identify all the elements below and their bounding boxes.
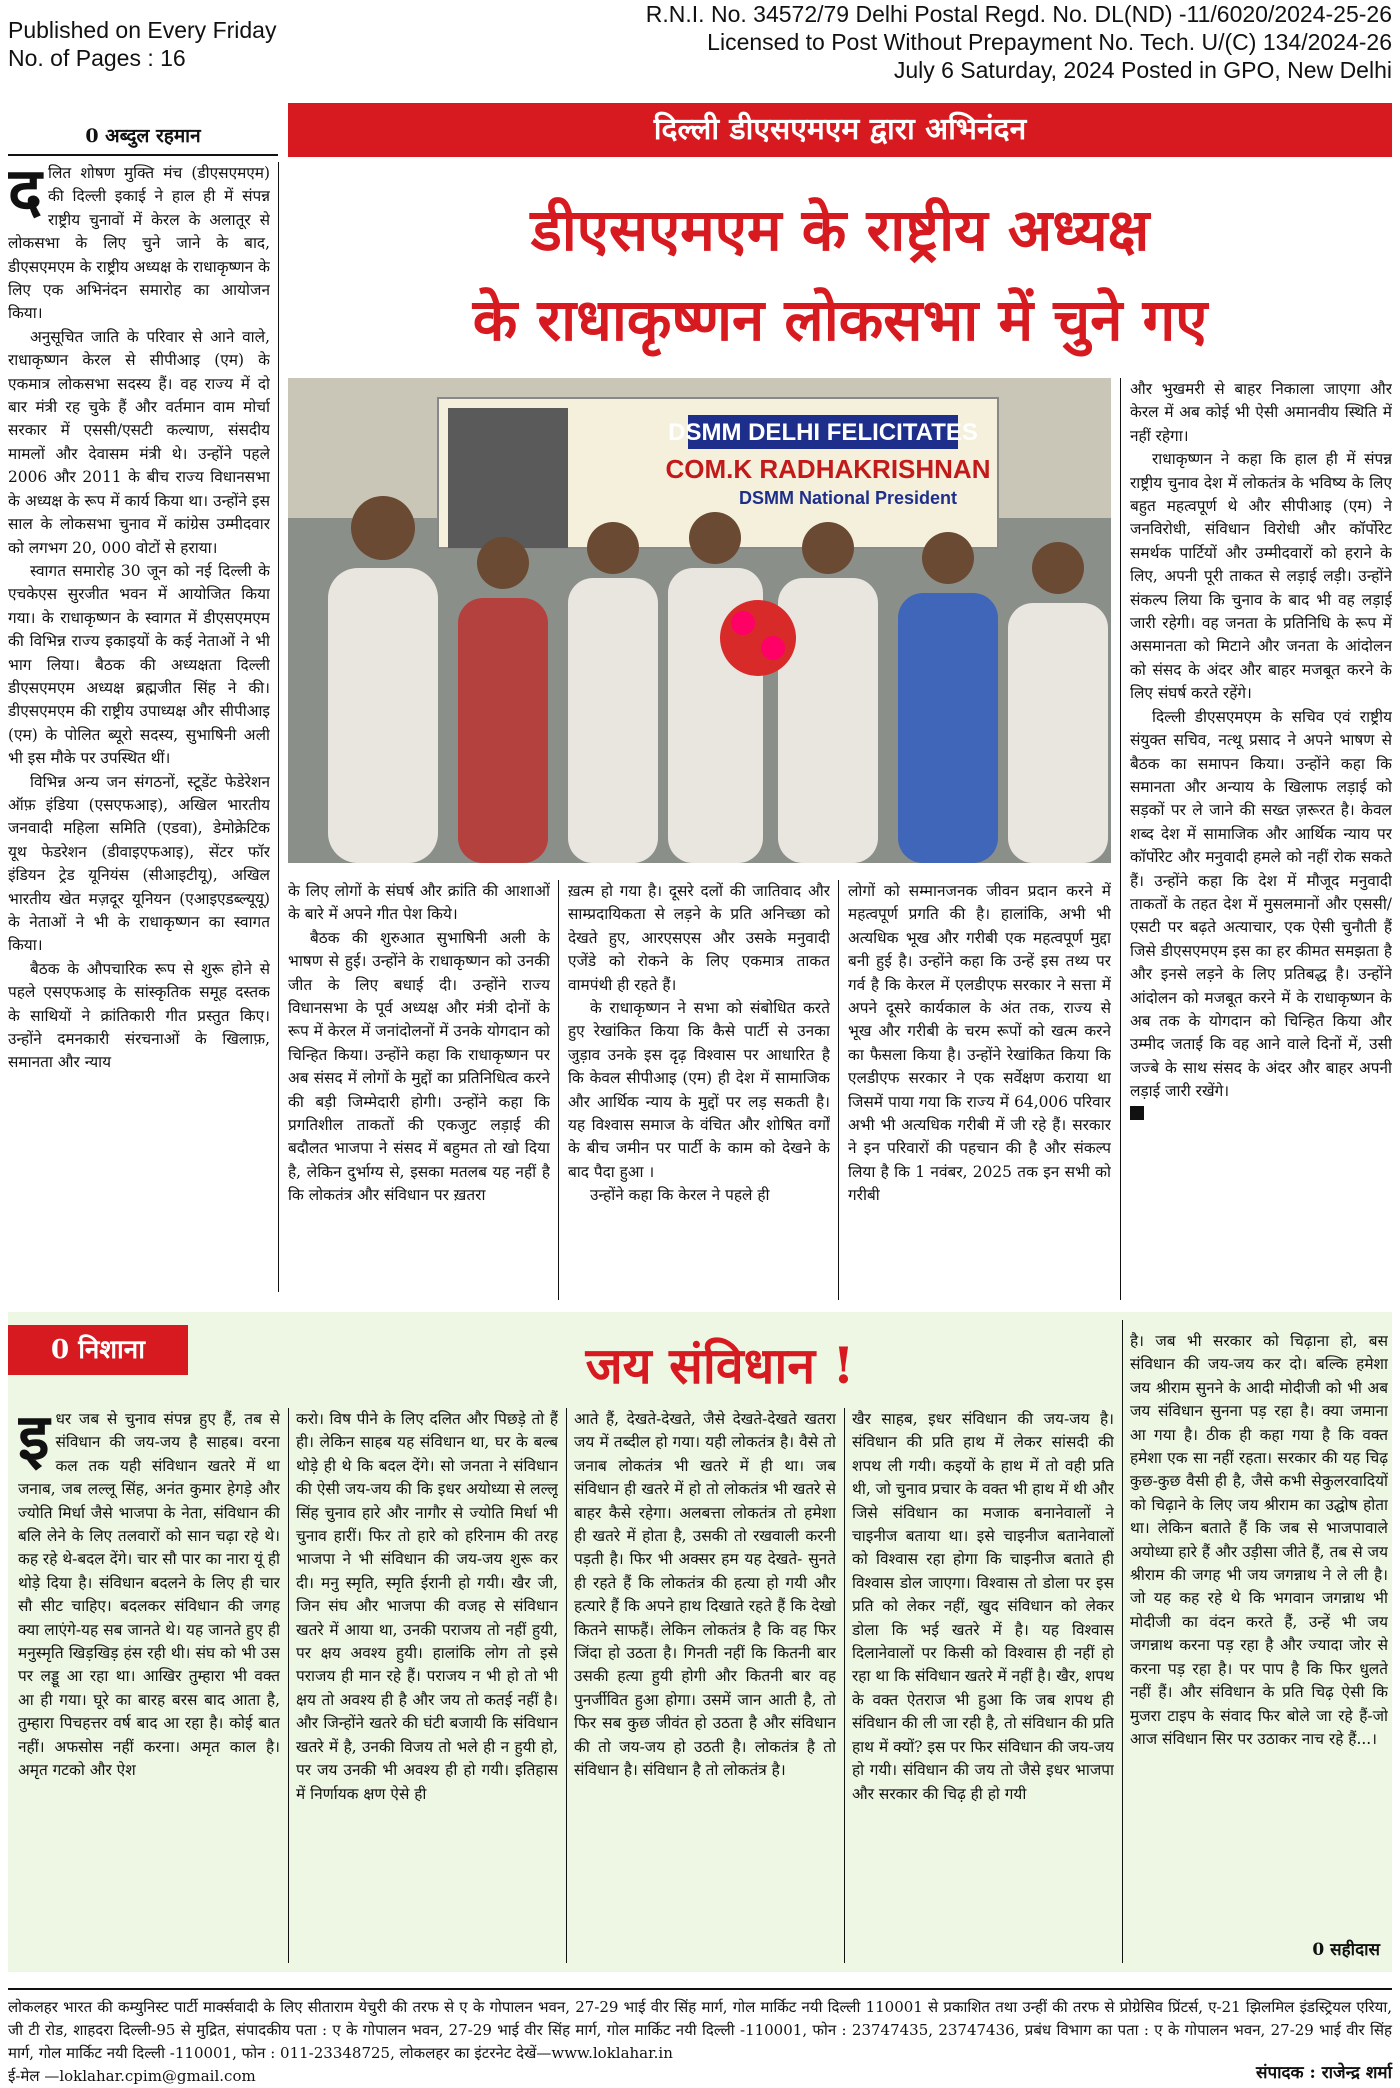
felicitation-photo bbox=[288, 378, 1111, 863]
story-end-mark bbox=[1130, 1106, 1144, 1120]
column-rule bbox=[288, 1408, 289, 1963]
felicitation-photo-art bbox=[288, 378, 1111, 863]
rni-line: R.N.I. No. 34572/79 Delhi Postal Regd. No. DL(ND) -11/6020/2024-25-26 bbox=[645, 1, 1392, 27]
editorial-dropcap: इ bbox=[18, 1408, 50, 1475]
editor-credit: संपादक : राजेन्द्र शर्मा bbox=[1255, 2063, 1392, 2083]
story-col1-para: स्वागत समारोह 30 जून को नई दिल्ली के एचकेएस सुरजीत भवन में आयोजित किया गया। के राधाकृष्णन के स्वागत में डीएसएमएम की विभिन्न राज्य इकाइयों के कई नेताओं ने भी भाग लिया। बैठक की अध्यक्षता दिल्ली डीएसएमएम अध्यक्ष ब्रह्मजीत सिंह ने की। डीएसएमएम की राष्ट्रीय उपाध्यक्ष और सीपीआइ (एम) के पोलित ब्यूरो सदस्य, सुभाषिनी अली भी इस मौके पर उपस्थित थीं। bbox=[8, 561, 270, 768]
headline bbox=[288, 185, 1392, 365]
column-rule bbox=[1120, 378, 1121, 1300]
column-rule bbox=[844, 1408, 845, 1963]
editorial-col5-text: है। जब भी सरकार को चिढ़ाना हो, बस संविधान की जय-जय कर दो। बल्कि हमेशा जय श्रीराम सुनने के आदी मोदीजी को भी अब जय संविधान सुनना पड़ रहा है। क्या जमाना आ गया है। ठीक ही कहा गया है कि वक्त हमेशा एक सा नहीं रहता। सरकार की यह चिढ़ कुछ-कुछ वैसी ही है, जैसे कभी सेकुलरवादियों को चिढ़ाने के लिए जय श्रीराम का उद्घोष होता था। लेकिन बताते हैं कि जब से भाजपावाले अयोध्या हारे हैं और उड़ीसा जीते हैं, तब से जय श्रीराम की जगह भी जय जगन्नाथ ने ले ली है। जो यह कह रहे थे कि भगवान जगन्नाथ भी मोदीजी का वंदन करते हैं, उन्हें भी जय जगन्नाथ करना पड़ रहा है और ज्यादा जोर से करना पड़ रहा है। पर पाप है कि फिर धुलते नहीं हैं। और संविधान के प्रति चिढ़ ऐसी कि मुजरा टाइप के संवाद फिर बोले जा रहे हैं-जो आज संविधान सिर पर उठाकर नाच रहे हैं...। bbox=[1130, 1332, 1388, 1748]
story-col1-para: बैठक के औपचारिक रूप से शुरू होने से पहले एसएफआइ के सांस्कृतिक समूह दस्तक के साथियों ने क्रांतिकारी गीत प्रस्तुत किए। उन्होंने दमनकारी संरचनाओं के खिलाफ़, समानता और न्याय bbox=[8, 959, 270, 1072]
story-column-5 bbox=[1130, 378, 1392, 1298]
editorial-col4-text: खैर साहब, इधर संविधान की जय-जय है। संविधान की प्रति हाथ में लेकर सांसदी की शपथ ली गयी। कइयों के हाथ में तो वही प्रति थी, जो चुनाव प्रचार के वक्त भी हाथ में थी और जिसे संविधान का मजाक बनानेवालों ने चाइनीज बताया था। इसे चाइनीज बतानेवालों को विश्वास रहा होगा कि चाइनीज बताते ही विश्वास डोल जाएगा। विश्वास तो डोला पर इस प्रति को लेकर नहीं, खुद संविधान को लेकर डोला कि भई खतरे में है। यह विश्वास दिलानेवालों पर किसी को विश्वास ही नहीं हो रहा था कि संविधान खतरे में नहीं है। खैर, शपथ के वक्त ऐतराज भी हुआ कि जब शपथ ही संविधान की ली जा रही है, तो संविधान की प्रति हाथ में क्यों? इस पर फिर संविधान की जय-जय हो गयी। संविधान की जय तो जैसे इधर भाजपा और सरकार की चिढ़ ही हो गयी bbox=[852, 1410, 1114, 1803]
story-col3-para: ख़त्म हो गया है। दूसरे दलों की जातिवाद और साम्प्रदायिकता से लड़ने के प्रति अनिच्छा को देखते हुए, आरएसएस और उसके मनुवादी एजेंडे को रोकने के लिए एकमात्र ताकत वामपंथी ही रहते हैं। bbox=[568, 882, 830, 994]
story-col1-para: विभिन्न अन्य जन संगठनों, स्टूडेंट फेडेरेशन ऑफ़ इंडिया (एसएफआइ), अखिल भारतीय जनवादी महिला समिति (एडवा), डेमोक्रेटिक यूथ फेडरेशन (डीवाइएफआइ), सेंटर फॉर इंडियन ट्रेड यूनियंस (सीआइटीयू), अखिल भारतीय खेत मज़दूर यूनियन (एआइएडब्ल्यूयू) के नेताओं ने भी के राधाकृष्णन का स्वागत किया। bbox=[8, 772, 270, 955]
masthead-left bbox=[8, 16, 276, 72]
column-rule bbox=[278, 162, 279, 1292]
story-col5-para: दिल्ली डीएसएमएम के सचिव एवं राष्ट्रीय संयुक्त सचिव, नत्थू प्रसाद ने अपने भाषण से बैठक का समापन किया। उन्होंने कहा कि समानता और अन्याय के खिलाफ लड़ाई को सड़कों पर ले जाने की सख्त ज़रूरत है। केवल शब्द देश में सामाजिक और आर्थिक न्याय पर कॉर्पोरेट और मनुवादी हमले को नहीं रोक सकते हैं। उन्होंने कहा कि देश में मौजूद मनुवादी ताकतों के तहत देश में मुसलमानों और एससी/एसटी पर बढ़ते अत्याचार, एक ऐसी चुनौती हैं जिसे डीएसएमएम इस का हर कीमत समझता है और इनसे लड़ने के लिए प्रतिबद्ध है। उन्होंने आंदोलन को मजबूत करने में के राधाकृष्णन के अब तक के योगदान को चिन्हित किया और उम्मीद जताई कि वह आने वाले दिनों में, उसी जज्बे के साथ संसद के अंदर और बाहर अपनी लड़ाई जारी रखेंगे। bbox=[1130, 707, 1392, 1101]
story-column-4 bbox=[848, 880, 1111, 1300]
story-col2-para: के लिए लोगों के संघर्ष और क्रांति की आशाओं के बारे में अपने गीत पेश किये। bbox=[288, 882, 550, 924]
story-col5-para: राधाकृष्णन ने कहा कि हाल ही में संपन्न राष्ट्रीय चुनाव देश में लोकतंत्र के भविष्य के लिए बहुत महत्वपूर्ण थे और सीपीआइ (एम) ने जनविरोधी, संविधान विरोधी और कॉर्पोरेट समर्थक पार्टियों और उम्मीदवारों को हराने के लिए, अपनी पूरी ताकत से लड़ाई लड़ी। उन्होंने संकल्प लिया कि चुनाव के बाद भी वह लड़ाई जारी रहेगी। वह जनता के प्रतिनिधि के रूप में असमानता को मिटाने और जनता के आंदोलन को संसद के अंदर और बाहर मजबूत करने के लिए संघर्ष करते रहेंगे। bbox=[1130, 450, 1392, 703]
byline: 0 अब्दुल रहमान bbox=[8, 122, 278, 156]
story-column-1 bbox=[8, 162, 270, 1292]
imprint-footer bbox=[8, 1988, 1392, 2088]
story-col2-para: बैठक की शुरुआत सुभाषिनी अली के भाषण से हुई। उन्होंने के राधाकृष्णन को उनकी जीत के लिए बधाई दी। उन्होंने राज्य विधानसभा के पूर्व अध्यक्ष और मंत्री दोनों के रूप में केरल में जनांदोलनों में उनके योगदान को चिन्हित किया। उन्होंने कहा कि राधाकृष्णन पर अब संसद में लोगों के मुद्दों का प्रतिनिधित्व करने की बड़ी जिम्मेदारी होगी। उन्होंने कहा कि प्रगतिशील ताकतों की एकजुट लड़ाई की बदौलत भाजपा ने संसद में बहुमत तो खो दिया है, लेकिन दुर्भाग्य से, इसका मतलब यह नहीं है कि लोकतंत्र और संविधान पर ख़तरा bbox=[288, 928, 550, 1205]
published-info: Published on Every Friday bbox=[8, 17, 277, 43]
editorial-column-2 bbox=[296, 1408, 558, 1963]
editorial-headline: जय संविधान ! bbox=[585, 1336, 855, 1395]
headline-line-1: डीएसएमएम के राष्ट्रीय अध्यक्ष bbox=[530, 196, 1150, 264]
license-line: Licensed to Post Without Prepayment No. Tech. U/(C) 134/2024-26 bbox=[707, 29, 1392, 55]
story-column-2 bbox=[288, 880, 550, 1300]
story-col3-para: के राधाकृष्णन ने सभा को संबोधित करते हुए रेखांकित किया कि कैसे पार्टी से उनका जुड़ाव उनके इस दृढ़ विश्वास पर आधारित है कि केवल सीपीआइ (एम) ही देश में सामाजिक और आर्थिक न्याय के मुद्दों पर लड़ सकती है। यह विश्वास समाज के वंचित और शोषित वर्गों के बीच जमीन पर पार्टी के काम को देखने के बाद पैदा हुआ । bbox=[568, 999, 830, 1181]
editorial-col2-text: करो। विष पीने के लिए दलित और पिछड़े तो हैं ही। लेकिन साहब यह संविधान था, घर के बल्ब थोड़े ही थे कि बदल देंगे। सो जनता ने संविधान की ऐसी जय-जय की कि इधर अयोध्या से लल्लू सिंह चुनाव हारे और नागौर से ज्योति मिर्धा भी चुनाव हारीं। फिर तो हारे को हरिनाम की तरह भाजपा ने भी संविधान की जय-जय शुरू कर दी। मनु स्मृति, स्मृति ईरानी हो गयी। खैर जी, जिन संघ और भाजपा की वजह से संविधान खतरे में आया था, उनकी पराजय तो नहीं हुयी, पर क्षय अवश्य हुयी। हालांकि लोग तो इसे पराजय ही मान रहे हैं। पराजय न भी हो तो भी क्षय तो अवश्य ही है और जय तो कतई नहीं है। और जिन्होंने खतरे की घंटी बजायी कि संविधान खतरे में है, उनकी विजय तो भले ही न हुयी हो, पर जय उनकी भी अवश्य ही हो गयी। इतिहास में निर्णायक क्षण ऐसे ही bbox=[296, 1410, 558, 1803]
photo-banner-line-3: DSMM National President bbox=[738, 488, 958, 508]
story-col5-para: और भुखमरी से बाहर निकाला जाएगा और केरल में अब कोई भी ऐसी अमानवीय स्थिति में नहीं रहेगा। bbox=[1130, 380, 1392, 445]
story-col1-para: लित शोषण मुक्ति मंच (डीएसएमएम) की दिल्ली इकाई ने हाल ही में संपन्न राष्ट्रीय चुनावों में केरल के अलातूर से लोकसभा के लिए चुने जाने के बाद, डीएसएमएम के राष्ट्रीय अध्यक्ष के राधाकृष्णन के लिए एक अभिनंदन समारोह का आयोजन किया। bbox=[8, 164, 270, 323]
editorial-column-4 bbox=[852, 1408, 1114, 1963]
imprint-email: ई-मेल —loklahar.cpim@gmail.com bbox=[8, 2067, 256, 2085]
editorial-column-3 bbox=[574, 1408, 836, 1963]
story-col4-para: लोगों को सम्मानजनक जीवन प्रदान करने में महत्वपूर्ण प्रगति की है। हालांकि, अभी भी अत्यधिक भूख और गरीबी एक महत्वपूर्ण मुद्दा बनी हुई है। उन्होंने कहा कि उन्हें इस तथ्य पर गर्व है कि केरल में एलडीएफ सरकार ने सत्ता में अपने दूसरे कार्यकाल के अंत तक, राज्य से भूख और गरीबी के चरम रूपों को खत्म करने का फैसला किया है। उन्होंने रेखांकित किया कि एलडीएफ सरकार ने एक सर्वेक्षण कराया था जिसमें पाया गया कि राज्य में 64,006 परिवार अभी भी अत्यधिक गरीबी में जी रहे हैं। सरकार ने इन परिवारों की पहचान की है और संकल्प लिया है कि 1 नवंबर, 2025 तक इन सभी को गरीबी bbox=[848, 882, 1111, 1205]
photo-banner-line-1: DSMM DELHI FELICITATES bbox=[668, 419, 978, 446]
editorial-signoff: 0 सहीदास bbox=[1312, 1940, 1380, 1960]
story-col1-para: अनुसूचित जाति के परिवार से आने वाले, राधाकृष्णन केरल से सीपीआइ (एम) के एकमात्र लोकसभा सदस्य हैं। वह राज्य में दो बार मंत्री रह चुके हैं और वर्तमान वाम मोर्चा सरकार में एससी/एसटी कल्याण, संसदीय मामलों और देवासम मंत्री थे। उन्होंने पहले 2006 और 2011 के बीच राज्य विधानसभा के अध्यक्ष के रूप में कार्य किया था। उन्होंने इस साल के लोकसभा चुनाव में कांग्रेस उम्मीदवार को लगभग 20, 000 वोटों से हराया। bbox=[8, 327, 270, 557]
imprint-text: लोकलहर भारत की कम्युनिस्ट पार्टी मार्क्सवादी के लिए सीताराम येचुरी की तरफ से ए के गोपालन भवन, 27-29 भाई वीर सिंह मार्ग, गोल मार्किट नयी दिल्ली 110001 से प्रकाशित तथा उन्हीं की तरफ से प्रोग्रेसिव प्रिंटर्स, ए-21 झिलमिल इंडस्ट्रियल एरिया, जी टी रोड, शाहदरा दिल्ली-95 से मुद्रित, संपादकीय पता : ए के गोपालन भवन, 27-29 भाई वीर सिंह मार्ग, गोल मार्किट नयी दिल्ली -110001, फोन : 23747435, 23747436, प्रबंध विभाग का पता : ए के गोपालन भवन, 27-29 भाई वीर सिंह मार्ग, गोल मार्किट नयी दिल्ली -110001, फोन : 011-23348725, लोकलहर का इंटरनेट देखें—www.loklahar.in bbox=[8, 1998, 1392, 2062]
column-rule bbox=[1122, 1320, 1123, 1963]
headline-line-2: के राधाकृष्णन लोकसभा में चुने गए bbox=[472, 286, 1208, 354]
pages-info: No. of Pages : 16 bbox=[8, 45, 186, 71]
photo-banner-line-2: COM.K RADHAKRISHNAN bbox=[665, 454, 991, 484]
editorial-column-1 bbox=[18, 1408, 280, 1963]
story-column-3 bbox=[568, 880, 830, 1300]
masthead-right bbox=[646, 0, 1392, 84]
editorial-section-label: 0 निशाना bbox=[8, 1325, 188, 1375]
story-dropcap: द bbox=[8, 162, 42, 229]
editorial-col1-text: धर जब से चुनाव संपन्न हुए हैं, तब से संविधान की जय-जय है साहब। वरना कल तक यही संविधान खतरे में था जनाब, जब लल्लू सिंह, अनंत कुमार हेगड़े और ज्योति मिर्धा जैसे भाजपा के नेता, संविधान की बलि लेने के लिए तलवारों को सान चढ़ा रहे थे। कह रहे थे-बदल देंगे। चार सौ पार का नारा यूं ही थोड़े दिया है। संविधान बदलने के लिए ही चार सौ सीट चाहिए। बदलकर संविधान की जगह क्या लाएंगे-यह सब जानते थे। यह जानते हुए ही मनुस्मृति खिड़खिड़ हंस रही थी। संघ को भी उस पर लड्डू आ रहा था। आखिर तुम्हारा भी वक्त आ ही गया। घूरे का बारह बरस बाद आता है, तुम्हारा पिचहत्तर वर्ष बाद आ रहा है। कोई बात नहीं। अफसोस नहीं करना। अमृत काल है। अमृत गटको और ऐश bbox=[18, 1410, 280, 1780]
editorial-col3-text: आते हैं, देखते-देखते, जैसे देखते-देखते खतरा जय में तब्दील हो गया। यही लोकतंत्र है। वैसे तो जनाब लोकतंत्र भी खतरे में ही था। जब संविधान ही खतरे में हो तो लोकतंत्र भी खतरे से बाहर कैसे रहेगा। अलबत्ता लोकतंत्र तो हमेशा ही खतरे में होता है, उसकी तो रखवाली करनी पड़ती है। फिर भी अक्सर हम यह देखते- सुनते ही रहते हैं कि लोकतंत्र की हत्या हो गयी और हत्यारे हैं कि अपने हाथ दिखाते रहते हैं कि देखो कितने साफहैं। लेकिन लोकतंत्र है कि वह फिर जिंदा हो उठता है। गिनती नहीं कि कितनी बार उसकी हत्या हुयी होगी और कितनी बार वह पुनर्जीवित हुआ होगा। उसमें जान आती है, तो फिर सब कुछ जीवंत हो उठता है और संविधान की तो जय-जय हो उठती है। लोकतंत्र है तो संविधान है। संविधान है तो लोकतंत्र है। bbox=[574, 1410, 836, 1780]
story-col3-para: उन्होंने कहा कि केरल ने पहले ही bbox=[590, 1186, 770, 1205]
editorial-column-5 bbox=[1130, 1330, 1388, 1930]
kicker-banner: दिल्ली डीएसएमएम द्वारा अभिनंदन bbox=[288, 103, 1392, 157]
column-rule bbox=[838, 880, 839, 1300]
column-rule bbox=[566, 1408, 567, 1963]
date-line: July 6 Saturday, 2024 Posted in GPO, New Delhi bbox=[893, 57, 1392, 83]
column-rule bbox=[558, 880, 559, 1300]
